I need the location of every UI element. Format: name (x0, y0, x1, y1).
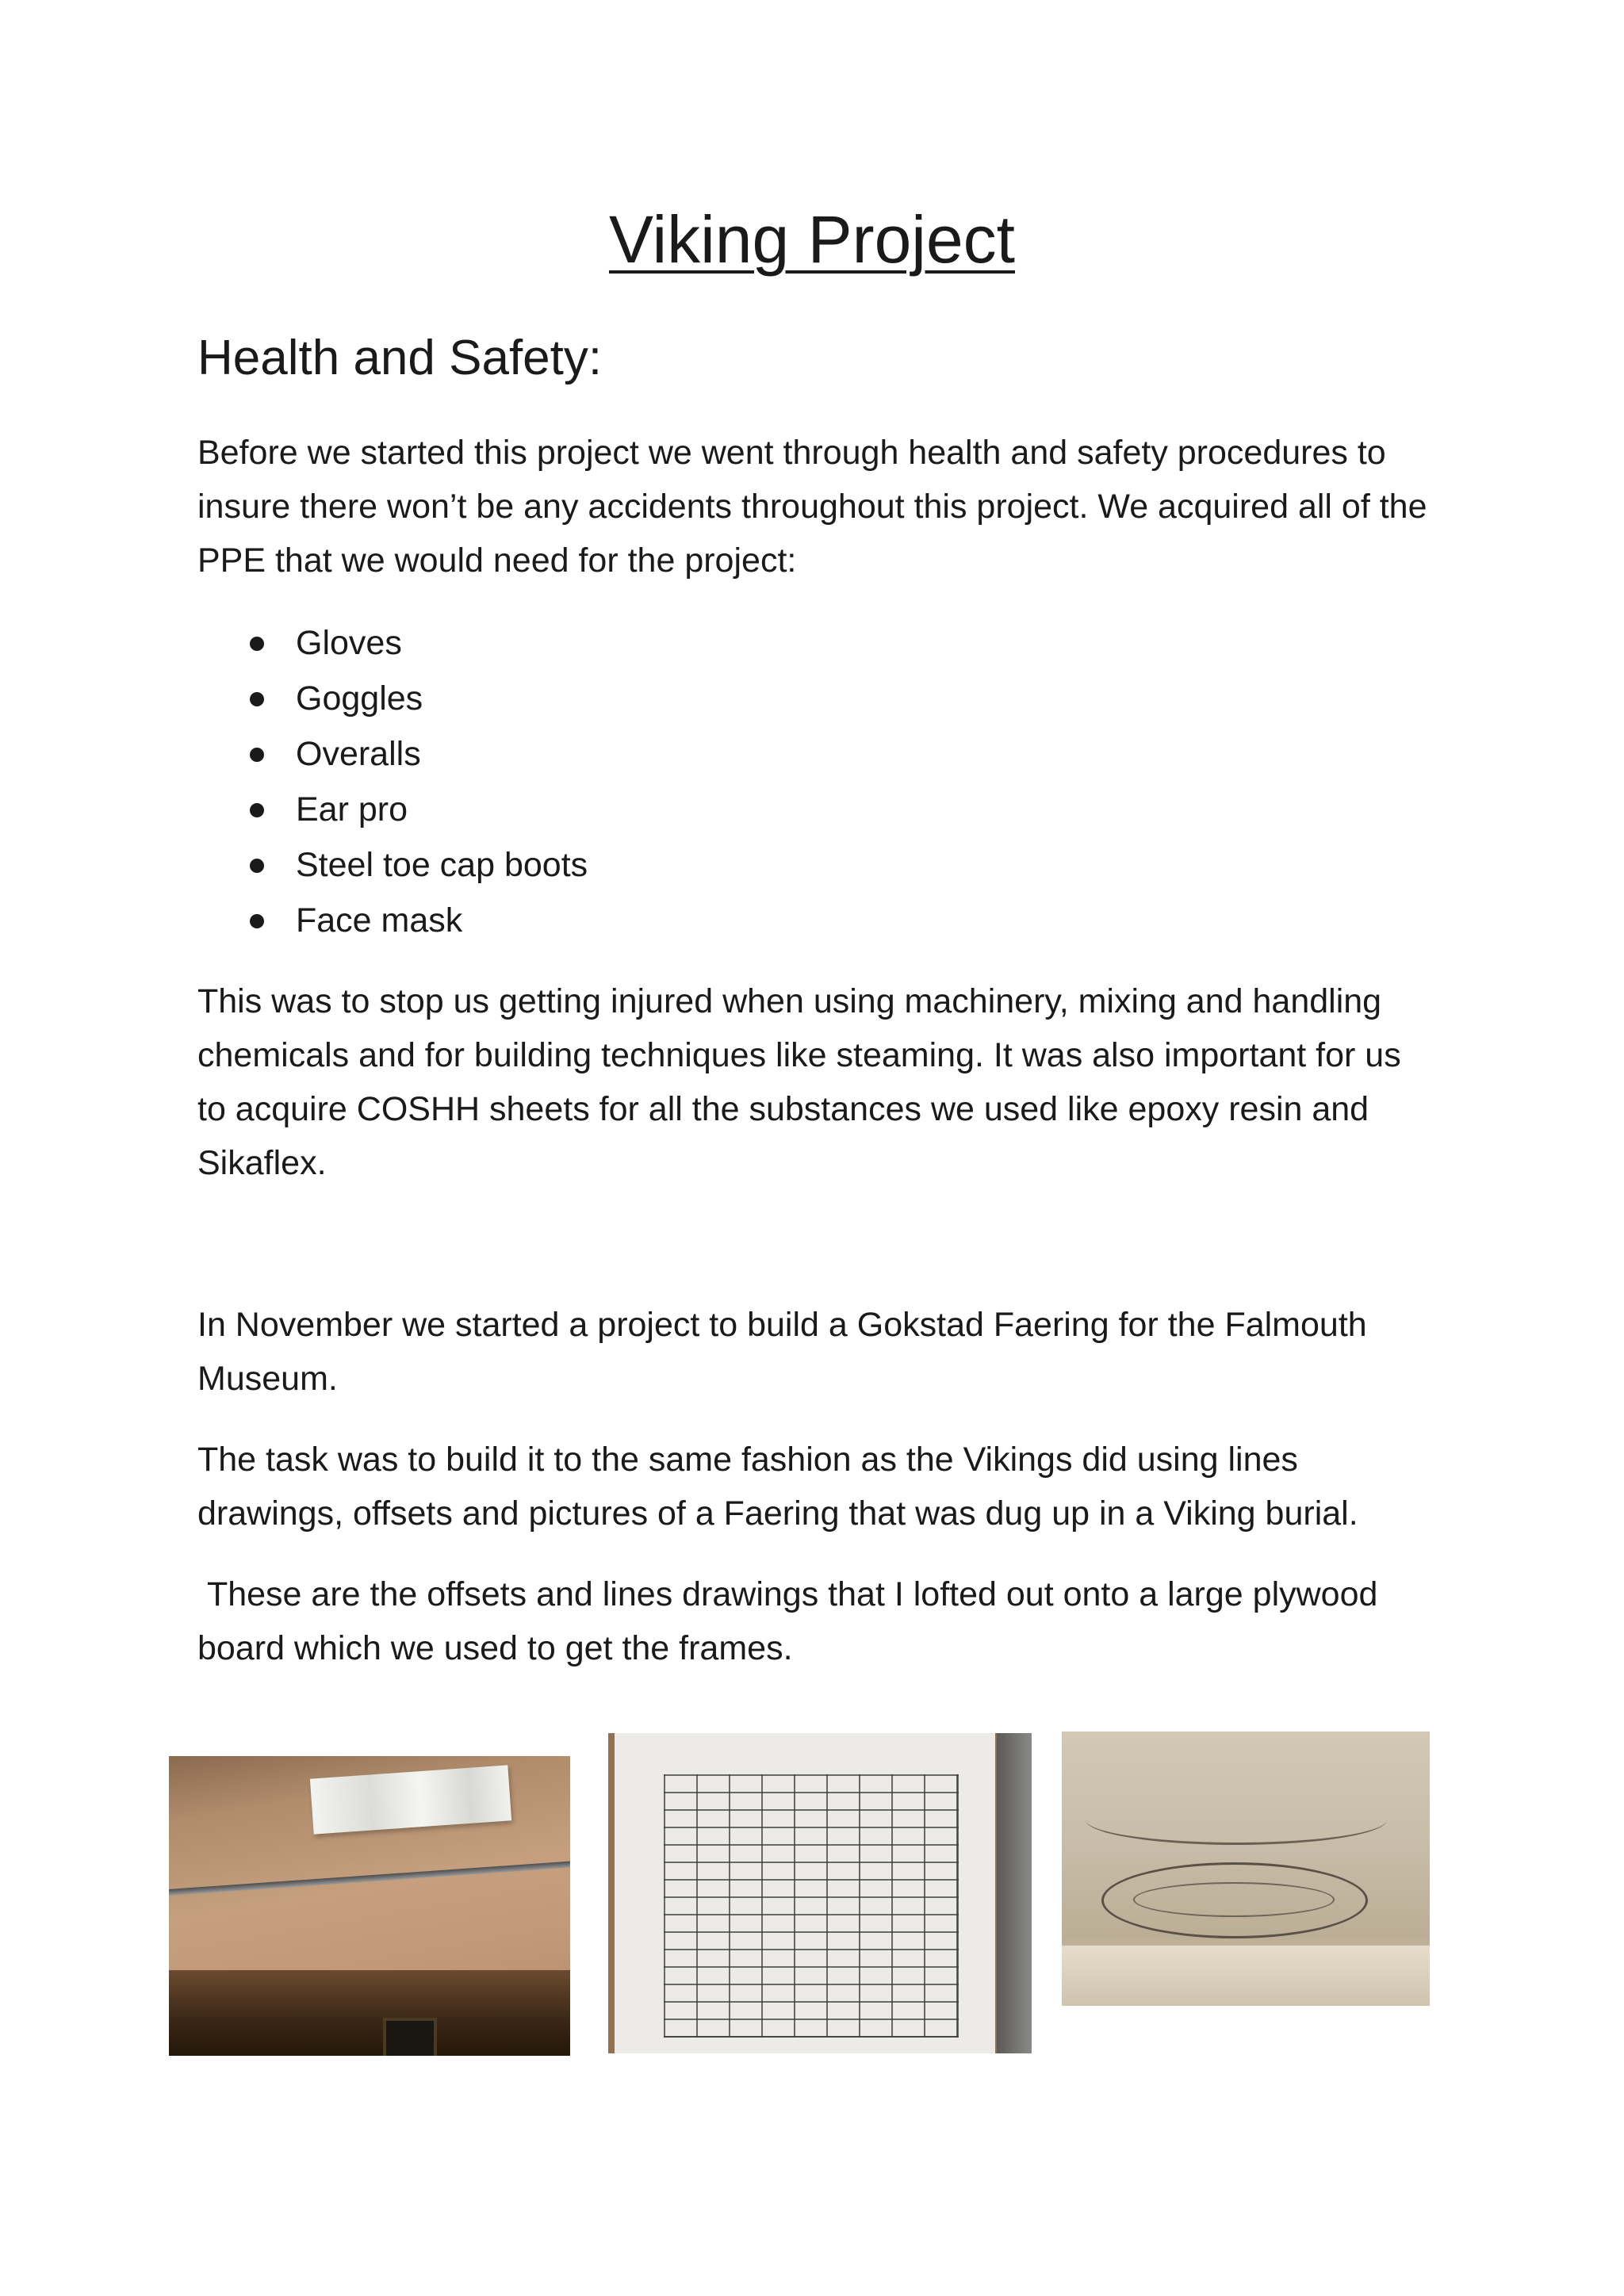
drawing-edge (1062, 1946, 1430, 2006)
list-item-label: Steel toe cap boots (296, 846, 588, 884)
list-item-label: Ear pro (296, 790, 408, 828)
paper-sheet (310, 1765, 511, 1834)
bullet-icon (250, 748, 264, 762)
steel-rule (169, 1861, 570, 1896)
ruler (997, 1733, 1032, 2053)
drawer-handle (383, 2018, 437, 2056)
list-item (197, 671, 588, 726)
offsets-sheet (615, 1733, 995, 2053)
task-paragraph: The task was to build it to the same fashion as the Vikings did using lines drawings, offsets and pictures of a Faering that was dug up in a Viking burial. (197, 1441, 1358, 1533)
list-item-label: Face mask (296, 901, 463, 939)
list-item (197, 893, 588, 948)
ppe-list (197, 615, 588, 948)
list-item (197, 782, 588, 837)
list-item (197, 837, 588, 893)
bullet-icon (250, 914, 264, 928)
hull-waterline (1133, 1882, 1335, 1917)
section-heading: Health and Safety: (197, 331, 603, 385)
offsets-paragraph: These are the offsets and lines drawings that I lofted out onto a large plywood board which we used to get the frames. (197, 1575, 1388, 1667)
list-item (197, 615, 588, 671)
bullet-icon (250, 859, 264, 873)
purpose-paragraph: This was to stop us getting injured when using machinery, mixing and handling chemicals and for building techniques like steaming. It was also important for us to acquire COSHH sheets for all the substances we used like epoxy resin and Sikaflex. (197, 982, 1401, 1182)
bullet-icon (250, 692, 264, 706)
november-paragraph: In November we started a project to build a Gokstad Faering for the Falmouth Museum. (197, 1306, 1367, 1398)
bullet-icon (250, 637, 264, 651)
sheer-line (1086, 1795, 1387, 1845)
bullet-icon (250, 803, 264, 817)
list-item-label: Goggles (296, 679, 423, 718)
list-item (197, 726, 588, 782)
intro-paragraph: Before we started this project we went through health and safety procedures to insure there won’t be any accidents throughout this project. We acquired all of the PPE that we would need for the project: (197, 434, 1427, 580)
list-item-label: Overalls (296, 735, 421, 773)
list-item-label: Gloves (296, 624, 402, 662)
page-title: Viking Project (608, 202, 1016, 277)
offsets-table-photo (608, 1733, 1032, 2053)
plywood-board-photo (169, 1756, 570, 2056)
offsets-grid (664, 1774, 959, 2038)
board-edge (169, 1970, 570, 2056)
lines-drawing-photo (1062, 1732, 1430, 2006)
